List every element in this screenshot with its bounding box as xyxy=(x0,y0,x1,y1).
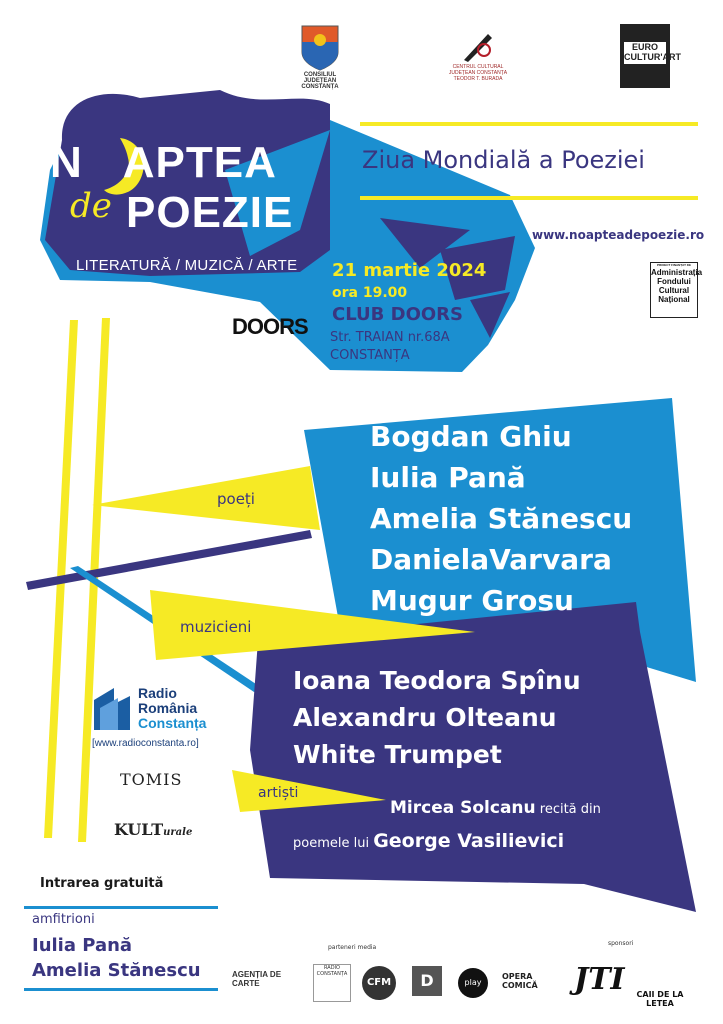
musician-name: White Trumpet xyxy=(293,740,502,769)
video-art-credit: video art -Iulia Pană xyxy=(293,887,433,903)
event-city: CONSTANȚA xyxy=(330,348,410,363)
title-line2: POEZIE xyxy=(126,188,294,237)
kulturale-logo xyxy=(114,820,192,839)
poet-name: Mugur Grosu xyxy=(370,584,574,617)
event-venue: CLUB DOORS xyxy=(332,304,464,325)
kult-a: KULT xyxy=(114,820,164,839)
divider-hosts xyxy=(24,988,218,991)
flag-label-artisti: artiști xyxy=(258,785,299,801)
afcn-l2: Administrația xyxy=(651,268,703,277)
hosts-names xyxy=(32,933,201,983)
music-note-icon xyxy=(458,30,498,64)
musicians-list xyxy=(293,662,581,773)
artist-poemele: poemele lui xyxy=(293,836,374,851)
cultural-center-logo xyxy=(444,30,512,82)
artist-line2 xyxy=(293,830,564,852)
title-n: N xyxy=(50,138,83,187)
poet-name: Iulia Pană xyxy=(370,461,526,494)
county-crest-icon xyxy=(298,22,342,72)
sponsors-label: sponsori xyxy=(608,940,634,947)
poet-name: Amelia Stănescu xyxy=(370,502,633,535)
event-street: Str. TRAIAN nr.68A xyxy=(330,330,450,345)
afcn-l5: Național xyxy=(658,295,690,304)
afcn-l4: Cultural xyxy=(658,286,690,295)
poets-list xyxy=(370,416,632,621)
euro-label: EURO CULTUR'ART xyxy=(624,42,681,62)
radio-url[interactable]: [www.radioconstanta.ro] xyxy=(92,738,199,749)
musician-name: Alexandru Olteanu xyxy=(293,703,557,732)
media-radio-constanta: RADIO CONSTANȚA xyxy=(313,964,351,1002)
host-name: Amelia Stănescu xyxy=(32,960,201,981)
mondiala-words: Mondială a Poeziei xyxy=(422,146,645,174)
yellow-line-bottom xyxy=(360,196,698,200)
media-label: parteneri media xyxy=(328,944,377,951)
navy-diagonal xyxy=(26,530,312,590)
media-agentia: AGENȚIA DE CARTE xyxy=(232,970,282,988)
county-council-logo xyxy=(290,22,350,90)
tomis-logo: TOMIS xyxy=(120,770,183,789)
radio-l2: România xyxy=(138,700,198,716)
hosts-label: amfitrioni xyxy=(32,912,95,927)
title-de: de xyxy=(70,186,112,226)
flag-poeti xyxy=(92,466,320,530)
artist-line1 xyxy=(390,798,601,818)
radio-l1: Radio xyxy=(138,685,177,701)
euro-cultur-art-logo xyxy=(620,24,681,88)
yellow-line-top xyxy=(360,122,698,126)
radio-icon xyxy=(92,686,132,732)
host-name: Iulia Pană xyxy=(32,935,133,956)
media-opera: OPERA COMICĂ xyxy=(502,972,538,990)
artist-george: George Vasilievici xyxy=(373,830,565,852)
event-time: ora 19.00 xyxy=(332,285,408,301)
flag-label-muzicieni: muzicieni xyxy=(180,618,252,636)
afcn-l3: Fondului xyxy=(657,277,691,286)
kult-b: urale xyxy=(163,827,193,838)
event-date: 21 martie 2024 xyxy=(332,260,487,281)
radio-l3: Constanța xyxy=(138,715,207,731)
free-entry: Intrarea gratuită xyxy=(40,876,164,891)
sponsor-caii: CAII DE LA LETEA xyxy=(636,990,684,1008)
media-cfm: CFM xyxy=(362,966,396,1000)
world-poetry-day xyxy=(362,146,645,174)
title-line1 xyxy=(50,138,277,188)
afcn-logo xyxy=(650,262,703,318)
tagline: LITERATURĂ / MUZICĂ / ARTE xyxy=(76,257,298,274)
sponsor-jti: JTI xyxy=(574,962,625,997)
divider-entry xyxy=(24,906,218,909)
poet-name: DanielaVarvara xyxy=(370,543,612,576)
musician-name: Ioana Teodora Spînu xyxy=(293,666,581,695)
website-link[interactable]: www.noapteadepoezie.ro xyxy=(532,228,705,242)
flag-label-poeti: poeți xyxy=(217,490,255,508)
doors-logo: DOORS xyxy=(232,314,308,339)
afcn-l1: PROIECT FINANȚAT DE xyxy=(657,263,691,267)
media-d: D xyxy=(412,966,442,996)
cultural-center-label: CENTRUL CULTURAL JUDEȚEAN CONSTANȚA TEODOR T. BURADA xyxy=(448,64,508,82)
county-council-label: CONSILIUL JUDEȚEAN CONSTANȚA xyxy=(301,72,339,90)
media-play: play xyxy=(458,968,488,998)
artist-mircea: Mircea Solcanu xyxy=(390,798,536,818)
artist-recita: recită din xyxy=(535,802,601,817)
ziua-word: Ziua xyxy=(362,146,423,174)
poet-name: Bogdan Ghiu xyxy=(370,420,572,453)
title-aptea: APTEA xyxy=(122,138,277,187)
